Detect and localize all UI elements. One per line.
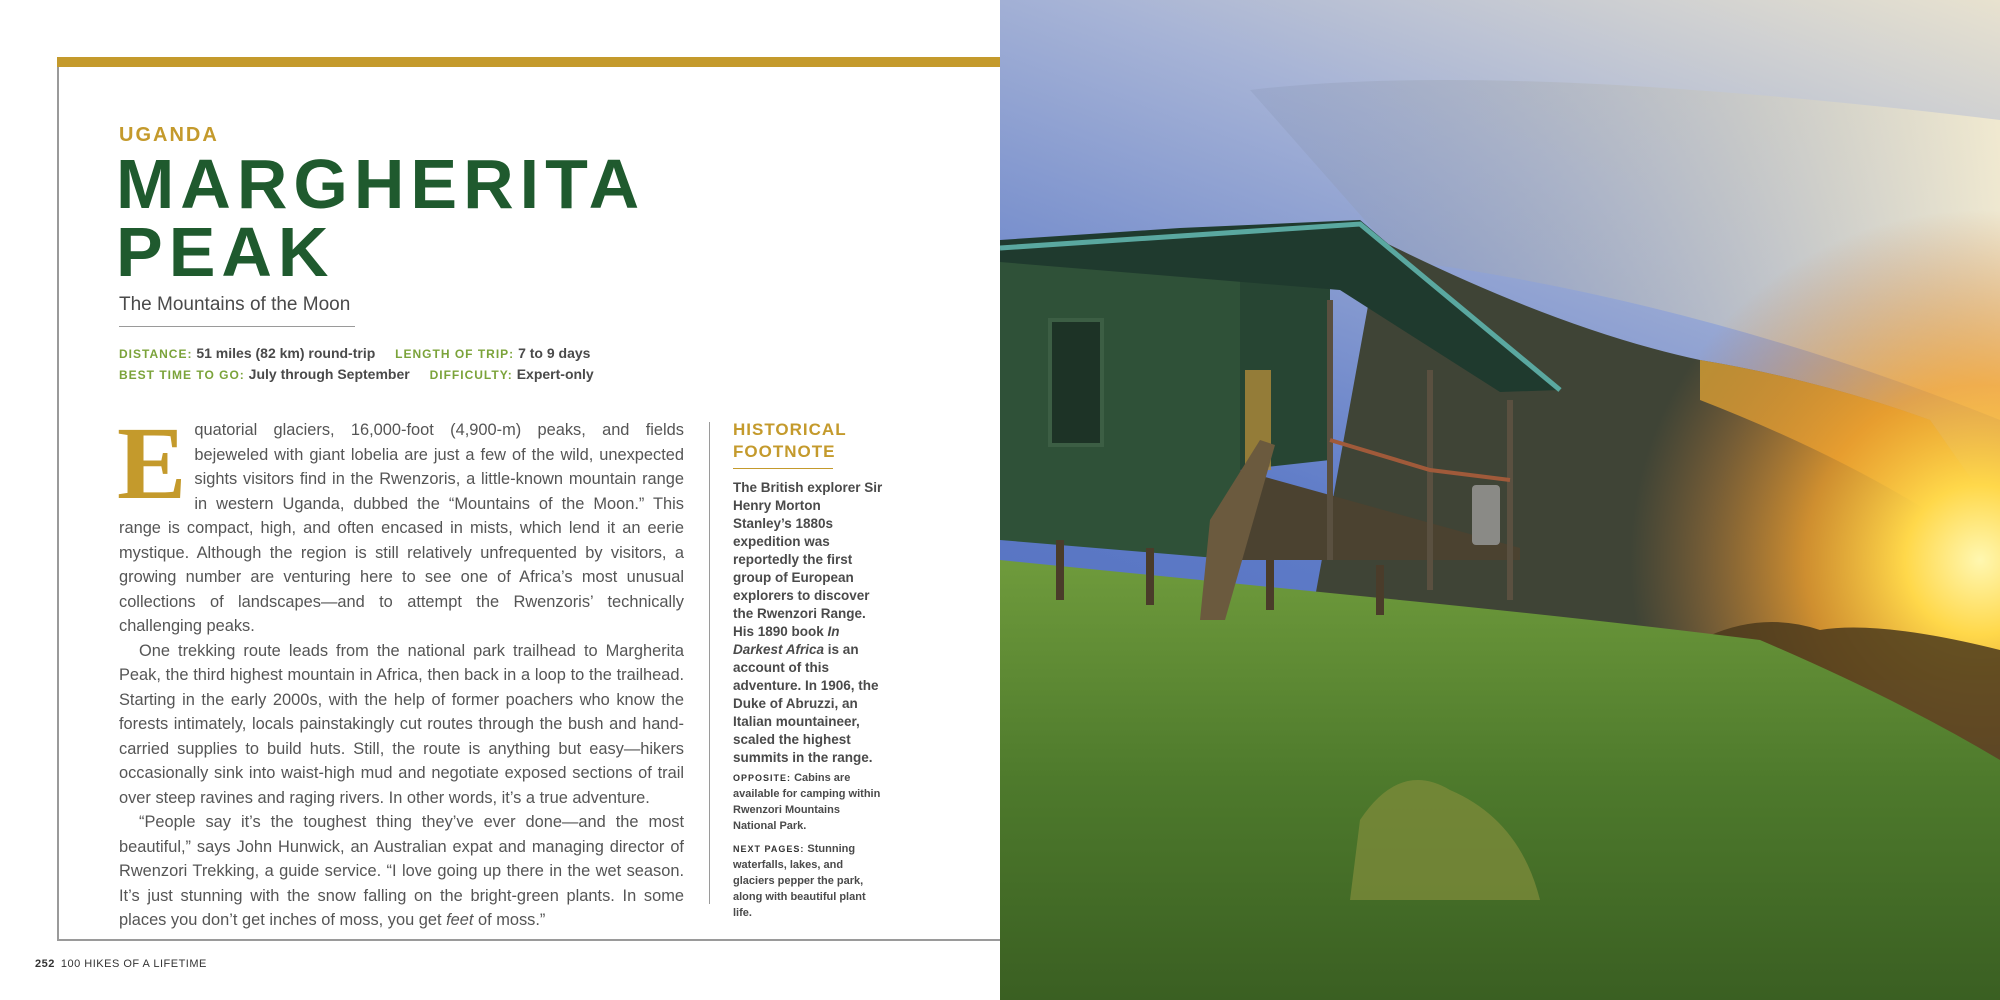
- cabin-wall: [1000, 240, 1240, 560]
- cabin-photo: [1000, 0, 2000, 1000]
- caption-next-pages-label: NEXT PAGES:: [733, 844, 805, 854]
- paragraph-2: One trekking route leads from the national park trailhead to Margherita Peak, the third highest mountain in Africa, then back in a loop to the trailhead. Starting in the early 2000s, with the help of former poachers who know the forests intimately, locals painstakingly cut routes through the bush and hand-carried supplies to build huts. Still, the route is anything but easy—hikers occasionally sink into waist-high mud and negotiate exposed sections of trail over steep ravines and raging rivers. In other words, it’s a true adventure.: [119, 641, 684, 807]
- page-subtitle: The Mountains of the Moon: [119, 294, 351, 315]
- caption-opposite-text: Cabins are available for camping within Rwenzori Mountains National Park.: [733, 772, 881, 832]
- paragraph-3-emphasis: feet: [446, 911, 474, 929]
- sidebar-heading-line-1: HISTORICAL: [733, 420, 847, 439]
- paragraph-3-end: of moss.”: [473, 911, 546, 929]
- sidebar-text-end: is an account of this adventure. In 1906, the Duke of Abruzzi, an Italian mountaineer, scaled the highest summits in the range.: [733, 642, 879, 765]
- caption-next-pages-text: Stunning waterfalls, lakes, and glaciers pepper the park, along with beautiful plant life.: [733, 843, 866, 919]
- book-title: 100 HIKES OF A LIFETIME: [60, 958, 207, 970]
- sidebar-book-title: In Darkest Africa: [733, 624, 840, 657]
- sidebar-heading: [733, 419, 847, 463]
- best-time-value: July through September: [248, 366, 410, 382]
- country-label: UGANDA: [119, 124, 219, 146]
- stats-row-1: [119, 343, 610, 364]
- caption-next-pages: [733, 841, 885, 921]
- paragraph-3-start: “People say it’s the toughest thing they’ve ever done—and the most beautiful,” says John Hunwick, an Australian expat and managing director of Rwenzori Trekking, a guide service. “I love going up there in the wet season. It’s just stunning with the snow falling on the bright-green plants. In some places you don’t get inches of moss, you get: [119, 813, 684, 929]
- caption-opposite-label: OPPOSITE:: [733, 773, 792, 783]
- trip-stats: [119, 343, 610, 385]
- length-value: 7 to 9 days: [518, 345, 591, 361]
- paragraph-1: [117, 406, 684, 639]
- length-label: LENGTH OF TRIP:: [395, 347, 515, 361]
- stats-row-2: [119, 364, 610, 385]
- water-tank: [1472, 485, 1500, 545]
- page-title: [116, 145, 646, 291]
- subtitle-divider: [119, 326, 355, 327]
- sidebar-divider: [709, 422, 710, 904]
- title-line-1: MARGHERITA: [116, 145, 646, 223]
- sidebar-heading-rule: [733, 468, 833, 469]
- sidebar-text-start: The British explorer Sir Henry Morton Stanley’s 1880s expedition was reportedly the first group of European explorers to discover the Rwenzori Range. His 1890 book: [733, 480, 883, 639]
- caption-opposite: [733, 770, 885, 834]
- title-line-2: PEAK: [116, 213, 335, 291]
- gold-top-bar: [57, 57, 1000, 67]
- folio: [35, 958, 207, 970]
- paragraph-1-text: quatorial glaciers, 16,000-foot (4,900-m) peaks, and fields bejeweled with giant lobelia are just a few of the wild, unexpected sights visitors find in the Rwenzoris, a little-known mountain range in western Uganda, dubbed the “Mountains of the Moon.” This range is compact, high, and often encased in mists, which lend it an eerie mystique. Although the region is still relatively unfrequented by visitors, a growing number are venturing here to see one of Africa’s most unusual collections of landscapes—and to attempt the Rwenzoris’ technically challenging peaks.: [119, 421, 684, 635]
- sidebar-text: [733, 479, 883, 767]
- cabin-window: [1050, 320, 1102, 445]
- drop-cap: E: [117, 406, 187, 521]
- page-number: 252: [35, 958, 55, 970]
- best-time-label: BEST TIME TO GO:: [119, 368, 245, 382]
- article-body: [117, 406, 684, 933]
- distance-label: DISTANCE:: [119, 347, 193, 361]
- paragraph-3: [119, 810, 684, 933]
- difficulty-label: DIFFICULTY:: [429, 368, 513, 382]
- distance-value: 51 miles (82 km) round-trip: [196, 345, 376, 361]
- sidebar-heading-line-2: FOOTNOTE: [733, 442, 836, 461]
- difficulty-value: Expert-only: [516, 366, 594, 382]
- cabin-photo-illustration: [1000, 0, 2000, 1000]
